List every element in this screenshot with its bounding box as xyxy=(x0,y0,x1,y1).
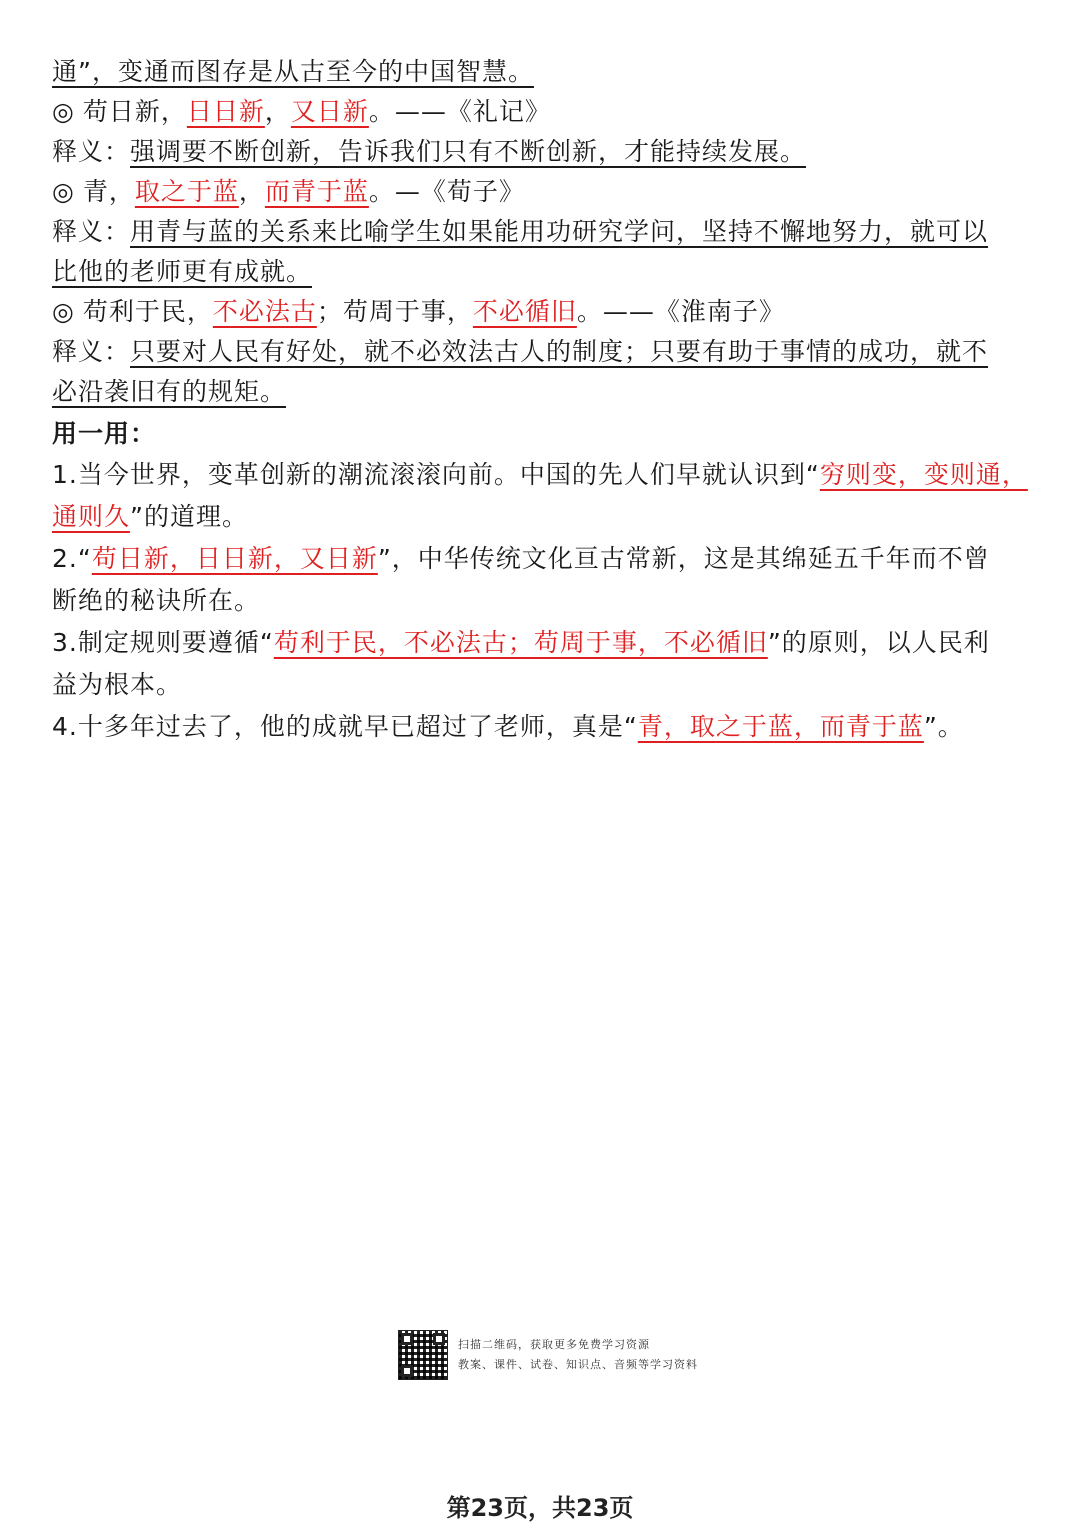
answer-text: 穷则变，变则通， xyxy=(819,460,1028,489)
quote-line xyxy=(52,92,1032,132)
quote-text: 苟利于民， xyxy=(82,297,213,326)
qr-caption-line2: 教案、课件、试卷、知识点、音频等学习资料 xyxy=(458,1358,698,1371)
explanation-line xyxy=(52,372,1032,412)
exercise-text: 4.十多年过去了，他的成就早已超过了老师，真是“ xyxy=(52,712,638,741)
answer-text: 不必法古 xyxy=(212,297,317,326)
answer-text: 日日新 xyxy=(186,97,265,126)
qr-caption-line1: 扫描二维码，获取更多免费学习资源 xyxy=(458,1338,650,1351)
document-body xyxy=(52,52,1032,748)
explanation-text: 强调要不断创新，告诉我们只有不断创新，才能持续发展。 xyxy=(130,137,807,166)
explanation-text: 比他的老师更有成就。 xyxy=(52,257,313,286)
bullet-icon: ◎ xyxy=(52,97,75,126)
exercise-text: 1.当今世界，变革创新的潮流滚滚向前。中国的先人们早就认识到“ xyxy=(52,460,820,489)
explanation-label: 释义： xyxy=(52,217,131,246)
exercise-text: ”，中华传统文化亘古常新，这是其绵延五千年而不曾 xyxy=(377,544,990,573)
qr-caption xyxy=(458,1335,698,1375)
answer-text: 通则久 xyxy=(52,502,131,531)
exercise-item xyxy=(52,538,1032,580)
page-number: 第23页，共23页 xyxy=(446,1494,634,1522)
explanation-line xyxy=(52,252,1032,292)
explanation-text: 用青与蓝的关系来比喻学生如果能用功研究学问，坚持不懈地努力，就可以 xyxy=(130,217,989,246)
qr-code-icon[interactable] xyxy=(398,1330,448,1380)
quote-source: 。——《淮南子》 xyxy=(576,297,785,326)
exercise-text: 2.“ xyxy=(52,544,92,573)
text-line xyxy=(52,52,1032,92)
answer-text: 苟利于民，不必法古；苟周于事，不必循旧 xyxy=(273,628,768,657)
exercise-text: ”。 xyxy=(923,712,964,741)
exercise-text: ”的原则，以人民利 xyxy=(767,628,990,657)
answer-text: 青，取之于蓝，而青于蓝 xyxy=(637,712,924,741)
exercise-text: 3.制定规则要遵循“ xyxy=(52,628,274,657)
quote-source: 。——《礼记》 xyxy=(368,97,551,126)
quote-text: ， xyxy=(238,177,265,206)
explanation-label: 释义： xyxy=(52,137,131,166)
exercise-item xyxy=(52,454,1032,496)
explanation-label: 释义： xyxy=(52,337,131,366)
exercise-item xyxy=(52,496,1032,538)
exercise-text: 益为根本。 xyxy=(52,670,183,699)
quote-line xyxy=(52,292,1032,332)
section-heading: 用一用： xyxy=(52,419,157,448)
quote-text: 青， xyxy=(82,177,135,206)
answer-text: 而青于蓝 xyxy=(264,177,369,206)
quote-source: 。—《荀子》 xyxy=(368,177,525,206)
exercise-text: 断绝的秘诀所在。 xyxy=(52,586,261,615)
explanation-text: 必沿袭旧有的规矩。 xyxy=(52,377,287,406)
explanation-line xyxy=(52,332,1032,372)
exercise-text: ”的道理。 xyxy=(130,502,248,531)
answer-text: 取之于蓝 xyxy=(134,177,239,206)
exercise-item xyxy=(52,580,1032,622)
bullet-icon: ◎ xyxy=(52,297,75,326)
bullet-icon: ◎ xyxy=(52,177,75,206)
qr-promo xyxy=(398,1330,698,1380)
quote-line xyxy=(52,172,1032,212)
explanation-line xyxy=(52,212,1032,252)
exercise-item xyxy=(52,664,1032,706)
answer-text: 苟日新，日日新，又日新 xyxy=(91,544,378,573)
exercise-item xyxy=(52,706,1032,748)
exercise-item xyxy=(52,622,1032,664)
explanation-line xyxy=(52,132,1032,172)
explanation-text: 只要对人民有好处，就不必效法古人的制度；只要有助于事情的成功，就不 xyxy=(130,337,989,366)
line-text: 通”，变通而图存是从古至今的中国智慧。 xyxy=(52,57,534,86)
quote-text: ， xyxy=(264,97,291,126)
quote-text: ；苟周于事， xyxy=(316,297,473,326)
quote-text: 苟日新， xyxy=(82,97,187,126)
answer-text: 不必循旧 xyxy=(472,297,577,326)
answer-text: 又日新 xyxy=(290,97,369,126)
